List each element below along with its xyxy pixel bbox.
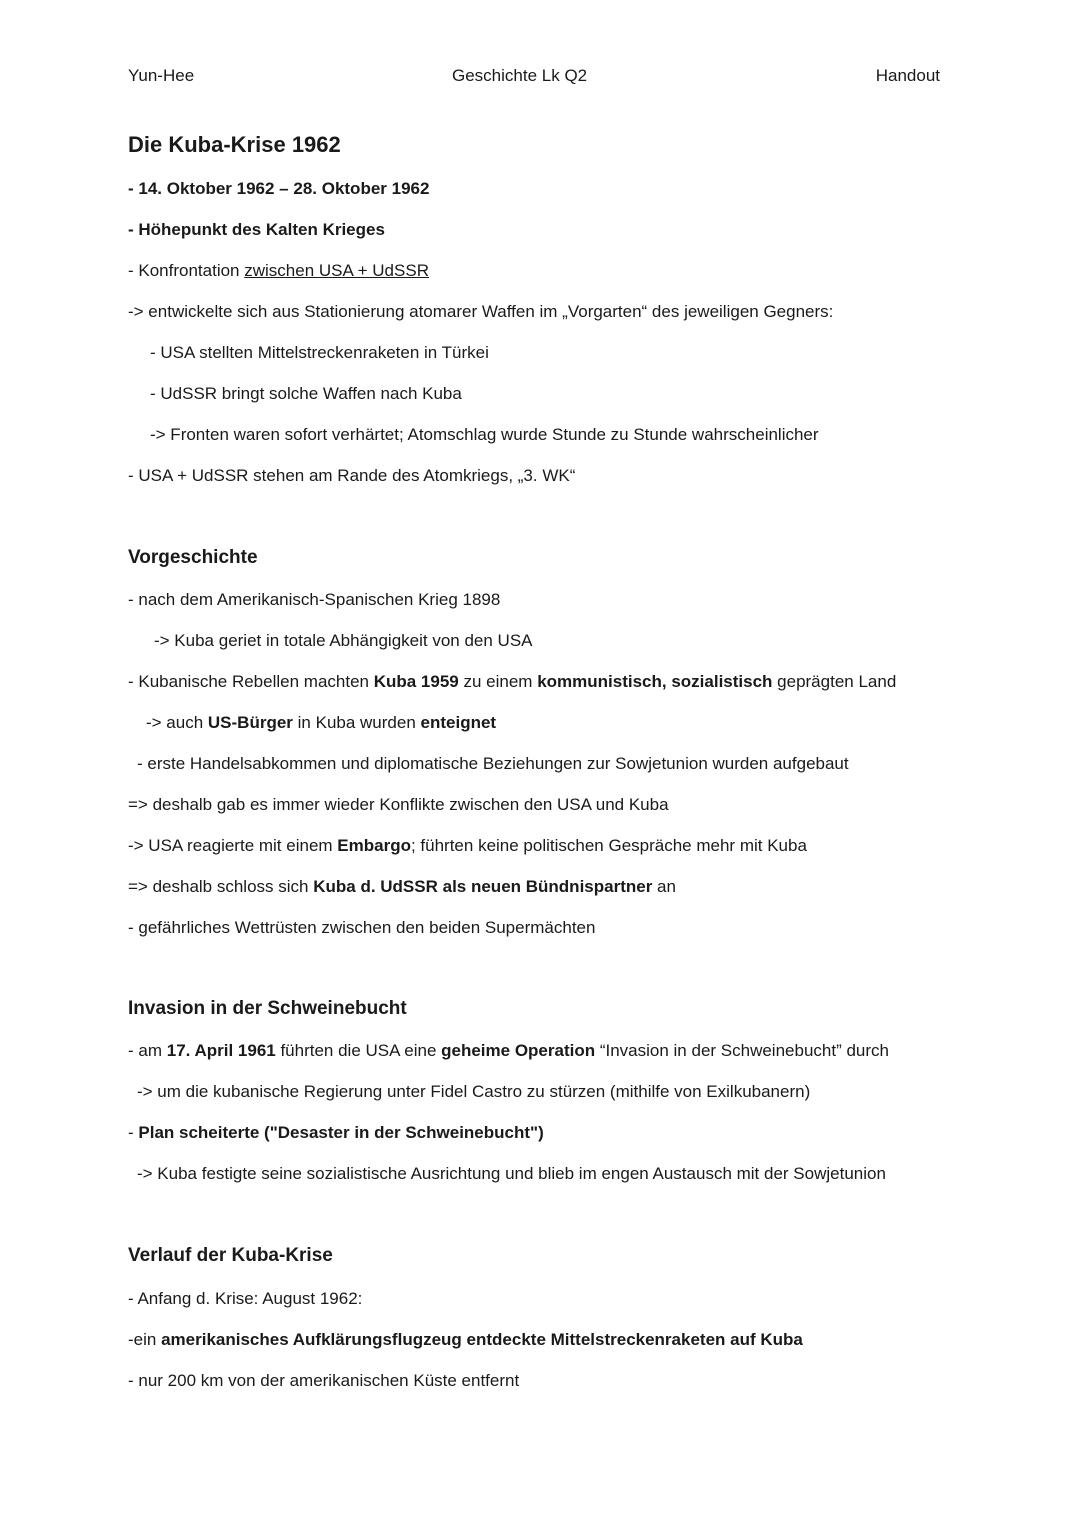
vorgeschichte-line-1: - nach dem Amerikanisch-Spanischen Krieg 1898 [128, 590, 501, 609]
intro-dates: - 14. Oktober 1962 – 28. Oktober 1962 [128, 179, 430, 198]
heading-vorgeschichte: Vorgeschichte [128, 547, 258, 568]
text-fragment: -> USA reagierte mit einem [128, 836, 338, 855]
invasion-line-1 [128, 1040, 889, 1062]
text-fragment: geprägten Land [772, 672, 897, 691]
bold-text: Kuba 1959 [373, 672, 459, 691]
text-fragment: in Kuba wurden [292, 713, 421, 732]
page-header [128, 66, 940, 90]
bold-text: amerikanisches Aufklärungsflugzeug entdeckte Mittelstreckenraketen auf Kuba [161, 1330, 803, 1349]
vorgeschichte-line-7 [128, 835, 807, 857]
vorgeschichte-line-9: - gefährliches Wettrüsten zwischen den beiden Supermächten [128, 918, 596, 937]
vorgeschichte-line-6: => deshalb gab es immer wieder Konflikte zwischen den USA und Kuba [128, 795, 669, 814]
intro-confrontation [128, 260, 429, 282]
intro-brink: - USA + UdSSR stehen am Rande des Atomkriegs, „3. WK“ [128, 466, 576, 485]
text-fragment: - Konfrontation [128, 261, 245, 280]
page-title: Die Kuba-Krise 1962 [128, 132, 341, 157]
vorgeschichte-line-3 [128, 671, 896, 693]
intro-highlight: - Höhepunkt des Kalten Krieges [128, 220, 385, 239]
verlauf-line-1: - Anfang d. Krise: August 1962: [128, 1289, 363, 1308]
invasion-line-2: -> um die kubanische Regierung unter Fidel Castro zu stürzen (mithilfe von Exilkubanern) [137, 1082, 811, 1101]
invasion-line-4: -> Kuba festigte seine sozialistische Ausrichtung und blieb im engen Austausch mit der Sowjetunion [137, 1164, 886, 1183]
text-fragment: führten die USA eine [275, 1041, 442, 1060]
vorgeschichte-line-4 [146, 712, 496, 734]
text-fragment: - am [128, 1041, 167, 1060]
vorgeschichte-line-5: - erste Handelsabkommen und diplomatische Beziehungen zur Sowjetunion wurden aufgebaut [137, 754, 849, 773]
bold-text: Embargo [337, 836, 411, 855]
heading-verlauf: Verlauf der Kuba-Krise [128, 1245, 333, 1266]
text-fragment: => deshalb schloss sich [128, 877, 314, 896]
bold-text: Plan scheiterte ("Desaster in der Schweinebucht") [138, 1123, 544, 1142]
invasion-line-3 [128, 1122, 544, 1144]
verlauf-line-3: - nur 200 km von der amerikanischen Küste entfernt [128, 1371, 520, 1390]
header-type: Handout [875, 66, 940, 85]
text-fragment: “Invasion in der Schweinebucht” durch [595, 1041, 889, 1060]
intro-development: -> entwickelte sich aus Stationierung atomarer Waffen im „Vorgarten“ des jeweiligen Gegners: [128, 302, 834, 321]
bold-text: 17. April 1961 [166, 1041, 276, 1060]
vorgeschichte-line-8 [128, 876, 676, 898]
underlined-text: zwischen USA + UdSSR [244, 261, 429, 280]
verlauf-line-2 [128, 1329, 803, 1351]
heading-invasion: Invasion in der Schweinebucht [128, 998, 407, 1019]
bold-text: enteignet [420, 713, 497, 732]
bold-text: Kuba d. UdSSR als neuen Bündnispartner [313, 877, 653, 896]
text-fragment: ; führten keine politischen Gespräche mehr mit Kuba [410, 836, 807, 855]
header-author: Yun-Hee [128, 66, 195, 85]
bold-text: kommunistisch, sozialistisch [537, 672, 773, 691]
text-fragment: an [652, 877, 676, 896]
vorgeschichte-line-2: -> Kuba geriet in totale Abhängigkeit von den USA [154, 631, 533, 650]
text-fragment: zu einem [458, 672, 538, 691]
bold-text: US-Bürger [207, 713, 293, 732]
intro-fronts: -> Fronten waren sofort verhärtet; Atomschlag wurde Stunde zu Stunde wahrscheinlicher [150, 425, 819, 444]
text-fragment: - Kubanische Rebellen machten [128, 672, 374, 691]
text-fragment: -> auch [146, 713, 208, 732]
intro-udssr-weapons: - UdSSR bringt solche Waffen nach Kuba [150, 384, 462, 403]
text-fragment: -ein [128, 1330, 162, 1349]
bold-text: geheime Operation [441, 1041, 596, 1060]
header-course: Geschichte Lk Q2 [452, 66, 588, 85]
intro-usa-missiles: - USA stellten Mittelstreckenraketen in Türkei [150, 343, 489, 362]
text-fragment: - [128, 1123, 139, 1142]
